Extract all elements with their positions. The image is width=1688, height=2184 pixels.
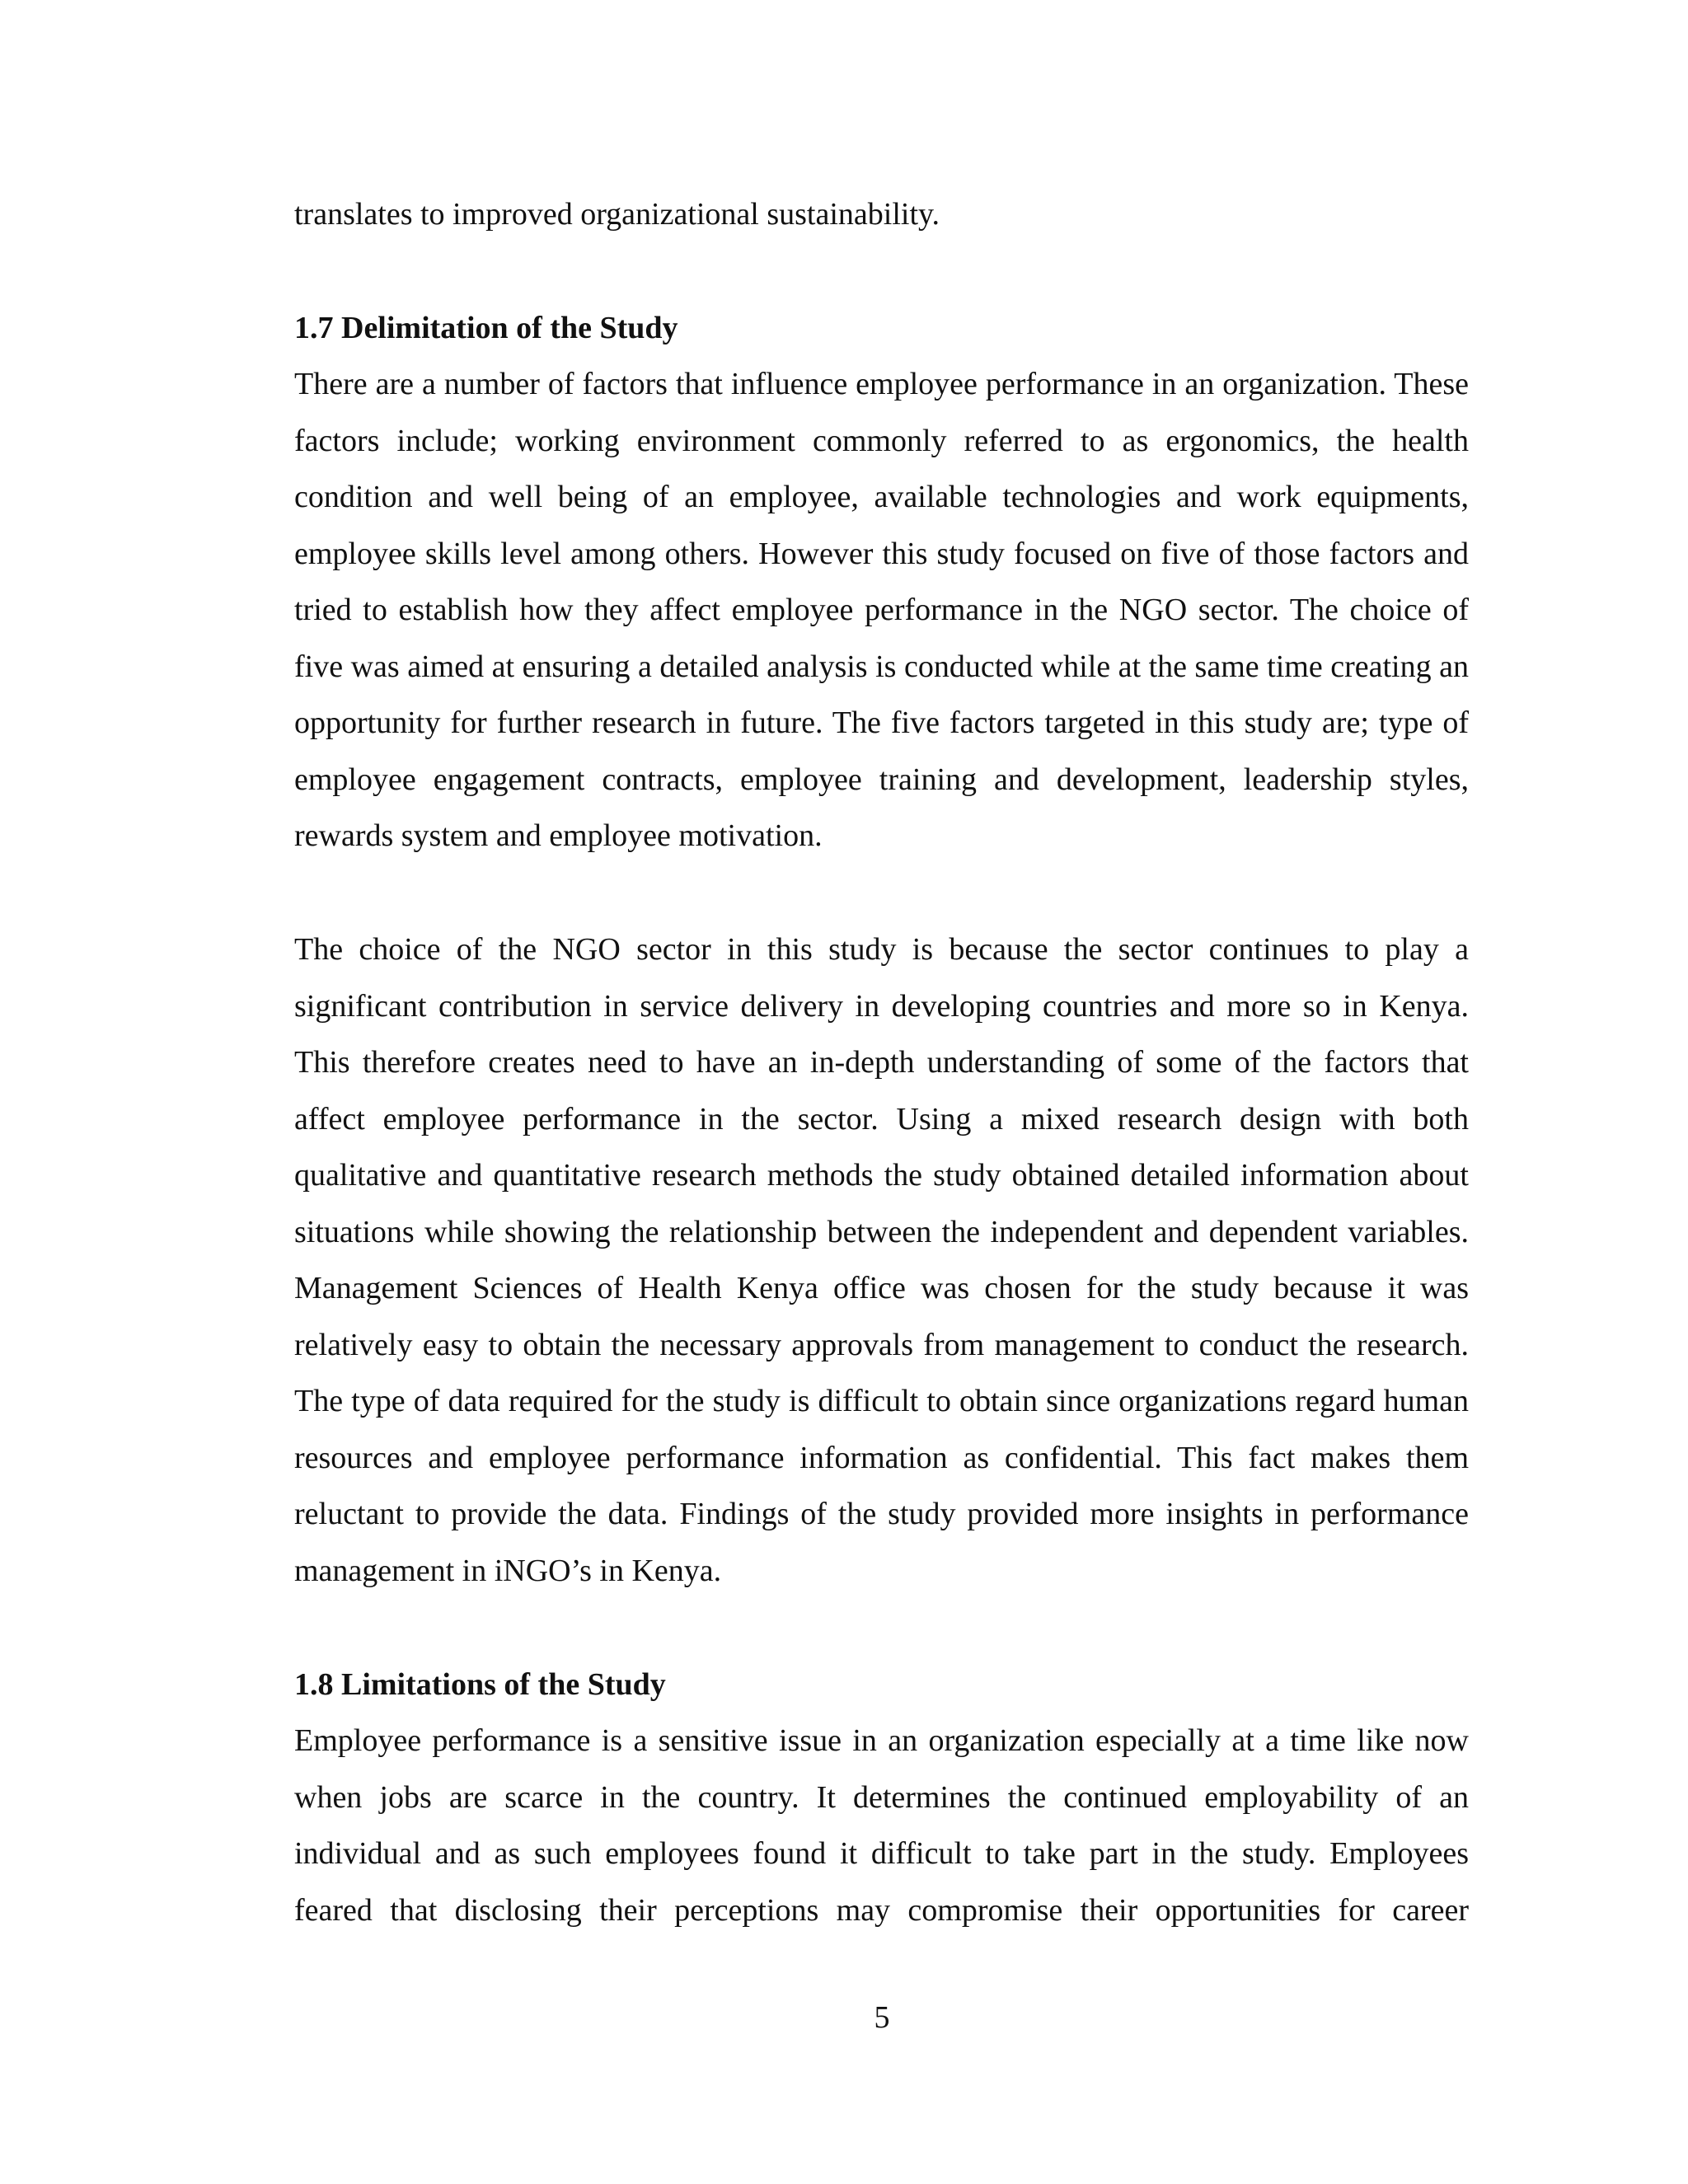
section-heading-limitations: 1.8 Limitations of the Study [294, 1667, 666, 1702]
page-number: 5 [874, 2000, 890, 2035]
paragraph-ngo-sector-choice: The choice of the NGO sector in this study is because the sector continues to play a significant contribution in service delivery in developing countries and more so in Kenya. This therefore creates need to have an in-depth understanding of some of the factors that affect employee performance in the sector. Using a mixed research design with both qualitative and quantitative research methods the study obtained detailed information about situations while showing the relationship between the independent and dependent variables. Management Sciences of Health Kenya office was chosen for the study because it was relatively easy to obtain the necessary approvals from management to conduct the research. The type of data required for the study is difficult to obtain since organizations regard human resources and employee performance information as confidential. This fact makes them reluctant to provide the data. Findings of the study provided more insights in performance management in iNGO’s in Kenya. [294, 932, 1469, 1588]
continuation-paragraph: translates to improved organizational sustainability. [294, 197, 940, 232]
section-heading-delimitation: 1.7 Delimitation of the Study [294, 311, 678, 345]
paragraph-delimitation-factors: There are a number of factors that influence employee performance in an organization. These factors include; working environment commonly referred to as ergonomics, the health condition and well being of an employee, available technologies and work equipments, employee skills level among others. However this study focused on five of those factors and tried to establish how they affect employee performance in the NGO sector. The choice of five was aimed at ensuring a detailed analysis is conducted while at the same time creating an opportunity for further research in future. The five factors targeted in this study are; type of employee engagement contracts, employee training and development, leadership styles, rewards system and employee motivation. [294, 367, 1469, 853]
paragraph-limitations: Employee performance is a sensitive issue in an organization especially at a time like now when jobs are scarce in the country. It determines the continued employability of an individual and as such employees found it difficult to take part in the study. Employees feared that disclosing their perceptions may compromise their opportunities for career [294, 1723, 1469, 1928]
